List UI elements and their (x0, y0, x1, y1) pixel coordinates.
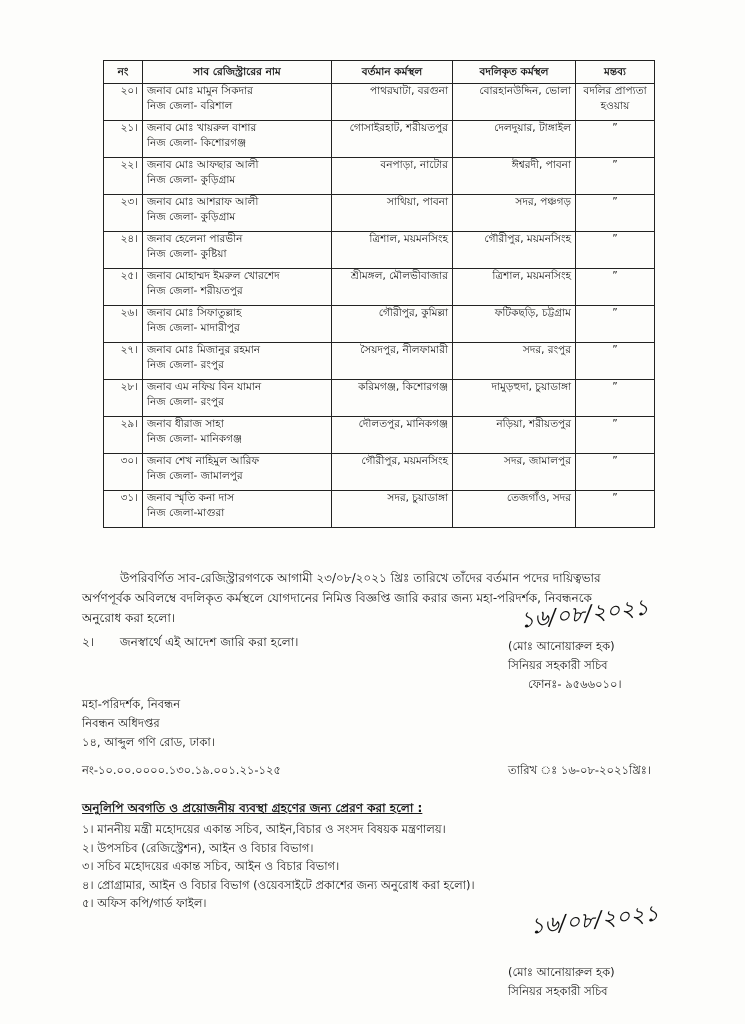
remark-text: ” (612, 196, 618, 208)
current-post (332, 343, 453, 380)
new-post (453, 158, 576, 195)
table-row (104, 232, 655, 269)
remark (576, 417, 655, 454)
signatory-phone: ফোনঃ- ৯৫৬৬০১০। (528, 677, 622, 691)
remark-text: ” (612, 418, 618, 430)
col-header-new-post: বদলিকৃত কর্মস্থল (453, 61, 576, 84)
current-post (332, 417, 453, 454)
current-post-text: সদর, চুয়াডাঙ্গা (387, 492, 448, 504)
officer-name (143, 491, 332, 528)
table-row (104, 343, 655, 380)
current-post-text: গোসাইরহাট, শরীয়তপুর (349, 122, 448, 134)
remark-text: ” (612, 455, 618, 467)
row-number-text: ৩০। (120, 455, 138, 467)
officer-name-text: জনাব ধীরাজ সাহা (147, 418, 224, 430)
col-header-name: সাব রেজিস্ট্রারের নাম (143, 61, 332, 84)
current-post-text: ত্রিশাল, ময়মনসিংহ (369, 233, 448, 245)
new-post (453, 195, 576, 232)
officer-name (143, 343, 332, 380)
table-row (104, 269, 655, 306)
new-post (453, 454, 576, 491)
remark-text: ” (612, 159, 618, 171)
new-post-text: গৌরীপুর, ময়মনসিংহ (484, 233, 571, 245)
home-district: নিজ জেলা- কিশোরগঞ্জ (147, 137, 247, 149)
officer-name-text: জনাব হেলেনা পারভীন (147, 233, 243, 245)
transfer-table (103, 60, 655, 528)
row-number-text: ২৩। (120, 196, 138, 208)
new-post-text: সদর, জামালপুর (504, 455, 571, 467)
home-district: নিজ জেলা- বরিশাল (147, 100, 233, 112)
row-number-text: ২৪। (120, 233, 138, 245)
home-district: নিজ জেলা- মাদারীপুর (147, 322, 240, 334)
new-post-text: দামুড়হুদা, চুয়াডাঙ্গা (491, 381, 571, 393)
remark-text: ” (612, 270, 618, 282)
paragraph-line: অনুরোধ করা হলো। (82, 611, 176, 625)
copy-to-item: ৫। অফিস কপি/গার্ড ফাইল। (82, 896, 207, 910)
table-row (104, 158, 655, 195)
home-district: নিজ জেলা- রংপুর (147, 396, 224, 408)
recipient-line: মহা-পরিদর্শক, নিবন্ধন (82, 697, 181, 711)
row-number (104, 306, 143, 343)
handwritten-signature: ১৬/০৮/২০২১ (528, 901, 661, 940)
signature-block (508, 963, 615, 1001)
current-post-text: গৌরীপুর, ময়মনসিংহ (361, 455, 448, 467)
officer-name (143, 380, 332, 417)
remark (576, 491, 655, 528)
current-post (332, 195, 453, 232)
new-post (453, 343, 576, 380)
remark (576, 84, 655, 121)
home-district: নিজ জেলা- জামালপুর (147, 470, 243, 482)
new-post-text: সদর, রংপুর (522, 344, 571, 356)
current-post-text: শ্রীমঙ্গল, মৌলভীবাজার (350, 270, 448, 282)
new-post (453, 417, 576, 454)
copy-to-item: ২। উপসচিব (রেজিস্ট্রেশন), আইন ও বিচার বিভাগ। (82, 840, 314, 855)
current-post (332, 121, 453, 158)
officer-name-text: জনাব শেখ নাহিমুল আরিফ (147, 455, 260, 467)
signatory-name: (মোঃ আনোয়ারুল হক) (508, 965, 615, 979)
row-number (104, 491, 143, 528)
home-district: নিজ জেলা- কুড়িগ্রাম (147, 174, 236, 186)
row-number-text: ২৫। (120, 270, 138, 282)
current-post (332, 380, 453, 417)
officer-name-text: জনাব মোঃ খায়রুল বাশার (147, 122, 257, 134)
new-post-text: ঈশ্বরদী, পাবনা (511, 159, 571, 171)
home-district: নিজ জেলা- রংপুর (147, 359, 224, 371)
officer-name (143, 306, 332, 343)
new-post (453, 306, 576, 343)
officer-name (143, 84, 332, 121)
current-post (332, 269, 453, 306)
current-post (332, 491, 453, 528)
row-number (104, 269, 143, 306)
current-post-text: করিমগঞ্জ, কিশোরগঞ্জ (358, 381, 448, 393)
new-post-text: ত্রিশাল, ময়মনসিংহ (492, 270, 571, 282)
officer-name (143, 417, 332, 454)
clause-number: ২। (82, 635, 95, 649)
row-number (104, 232, 143, 269)
current-post (332, 306, 453, 343)
col-header-current-post: বর্তমান কর্মস্থল (332, 61, 453, 84)
new-post-text: দেলদুয়ার, টাঙ্গাইল (494, 122, 571, 134)
signatory-designation: সিনিয়র সহকারী সচিব (508, 984, 608, 998)
copy-to-item: ৩। সচিব মহোদয়ের একান্ত সচিব, আইন ও বিচার বিভাগ। (82, 859, 340, 873)
officer-name (143, 121, 332, 158)
remark (576, 306, 655, 343)
current-post (332, 232, 453, 269)
current-post-text: বনপাড়া, নাটোর (380, 159, 448, 171)
officer-name (143, 269, 332, 306)
home-district: নিজ জেলা- কুড়িগ্রাম (147, 211, 236, 223)
new-post (453, 84, 576, 121)
row-number-text: ৩১। (120, 492, 138, 504)
memo-date: তারিখ ঃ ১৬-০৮-২০২১খ্রিঃ। (508, 763, 652, 777)
officer-name-text: জনাব মোহাম্মদ ইমরুল খোরশেদ (147, 270, 280, 282)
remark (576, 232, 655, 269)
recipient-address (82, 695, 215, 752)
officer-name (143, 232, 332, 269)
row-number (104, 121, 143, 158)
row-number (104, 380, 143, 417)
signatory-designation: সিনিয়র সহকারী সচিব (508, 658, 608, 672)
table-body (104, 84, 655, 528)
current-post-text: দৌলতপুর, মানিকগঞ্জ (358, 418, 448, 430)
officer-name-text: জনাব মোঃ সিফাতুল্লাহ (147, 307, 242, 319)
remark-text: ” (612, 344, 618, 356)
officer-name-text: জনাব এম নফিয় বিন যামান (147, 381, 262, 393)
remark (576, 158, 655, 195)
copy-to-list (82, 820, 475, 913)
handwritten-signature: ১৬/০৮/২০২১ (518, 595, 651, 634)
remark (576, 380, 655, 417)
table-row (104, 84, 655, 121)
new-post (453, 232, 576, 269)
row-number (104, 195, 143, 232)
current-post (332, 84, 453, 121)
current-post-text: গৌরীপুর, কুমিল্লা (378, 307, 448, 319)
row-number-text: ২০। (120, 85, 138, 97)
new-post (453, 269, 576, 306)
remark-text: বদলির প্রাপ্যতা হওয়ায় (583, 85, 647, 112)
remark (576, 269, 655, 306)
row-number (104, 454, 143, 491)
signature-block (508, 637, 622, 694)
new-post-text: ফটিকছড়ি, চট্টগ্রাম (494, 307, 571, 319)
table-row (104, 491, 655, 528)
new-post (453, 491, 576, 528)
remark (576, 454, 655, 491)
recipient-line: ১৪, আব্দুল গণি রোড, ঢাকা। (82, 735, 215, 749)
row-number-text: ২৯। (120, 418, 138, 430)
officer-name (143, 454, 332, 491)
col-header-remark: মন্তব্য (576, 61, 655, 84)
new-post-text: বোরহানউদ্দিন, ভোলা (479, 85, 571, 97)
officer-name (143, 158, 332, 195)
paragraph-line: অর্পণপূর্বক অবিলম্বে বদলিকৃত কর্মস্থলে যোগদানের নিমিত্ত বিজ্ঞপ্তি জারি করার জন্য মহা-পরিদর্শক, নিবন্ধনকে (82, 591, 592, 605)
remark-text: ” (612, 307, 618, 319)
current-post (332, 454, 453, 491)
home-district: নিজ জেলা-মাগুরা (147, 507, 225, 519)
row-number-text: ২৬। (120, 307, 138, 319)
current-post-text: সৈয়দপুর, নীলফামারী (360, 344, 448, 356)
clause-text: জনস্বার্থে এই আদেশ জারি করা হলো। (119, 635, 299, 649)
row-number (104, 84, 143, 121)
table-row (104, 121, 655, 158)
row-number-text: ২৮। (120, 381, 138, 393)
home-district: নিজ জেলা- কুষ্টিয়া (147, 248, 227, 260)
copy-to-item: ৪। প্রোগ্রামার, আইন ও বিচার বিভাগ (ওয়েবসাইটে প্রকাশের জন্য অনুরোধ করা হলো)। (82, 877, 475, 892)
officer-name-text: জনাব মোঃ আশরাফ আলী (147, 196, 259, 208)
table-row (104, 454, 655, 491)
row-number (104, 343, 143, 380)
table-row (104, 195, 655, 232)
remark (576, 195, 655, 232)
table-row (104, 417, 655, 454)
copy-to-heading: অনুলিপি অবগতি ও প্রয়োজনীয় ব্যবস্থা গ্রহণের জন্য প্রেরণ করা হলো : (82, 801, 423, 815)
row-number-text: ২৭। (120, 344, 138, 356)
recipient-line: নিবন্ধন অধিদপ্তর (82, 716, 160, 730)
new-post-text: সদর, পঞ্চগড় (515, 196, 571, 208)
remark (576, 121, 655, 158)
new-post-text: নড়িয়া, শরীয়তপুর (496, 418, 571, 430)
row-number-text: ২১। (120, 122, 138, 134)
table-header-row (104, 61, 655, 84)
col-header-number: নং (104, 61, 143, 84)
row-number (104, 158, 143, 195)
current-post (332, 158, 453, 195)
remark-text: ” (612, 492, 618, 504)
remark (576, 343, 655, 380)
order-clause-2 (82, 632, 298, 652)
current-post-text: পাথরঘাটা, বরগুনা (370, 85, 448, 97)
officer-name-text: জনাব স্মৃতি কনা দাস (147, 492, 235, 504)
signatory-name: (মোঃ আনোয়ারুল হক) (508, 639, 615, 653)
home-district: নিজ জেলা- মানিকগঞ্জ (147, 433, 242, 445)
new-post (453, 121, 576, 158)
remark-text: ” (612, 381, 618, 393)
row-number-text: ২২। (120, 159, 138, 171)
officer-name-text: জনাব মোঃ মিজানুর রহমান (147, 344, 261, 356)
memo-number: নং-১০.০০.০০০০.১৩০.১৯.০০১.২১-১২৫ (82, 763, 281, 777)
table-row (104, 306, 655, 343)
officer-name-text: জনাব মোঃ আফছার আলী (147, 159, 259, 171)
current-post-text: সাথিয়া, পাবনা (386, 196, 448, 208)
officer-name-text: জনাব মোঃ মামুন সিকদার (147, 85, 253, 97)
new-post-text: তেজগাঁও, সদর (506, 492, 571, 504)
row-number (104, 417, 143, 454)
copy-to-item: ১। মাননীয় মন্ত্রী মহোদয়ের একান্ত সচিব, আইন,বিচার ও সংসদ বিষয়ক মন্ত্রণালয়। (82, 822, 446, 836)
table-row (104, 380, 655, 417)
remark-text: ” (612, 233, 618, 245)
officer-name (143, 195, 332, 232)
home-district: নিজ জেলা- শরীয়তপুর (147, 285, 243, 297)
new-post (453, 380, 576, 417)
remark-text: ” (612, 122, 618, 134)
paragraph-line: উপরিবর্ণিত সাব-রেজিস্ট্রারগণকে আগামী ২৩/০৮/২০২১ খ্রিঃ তারিখে তাঁদের বর্তমান পদের দায়িত্বভার (120, 571, 601, 585)
